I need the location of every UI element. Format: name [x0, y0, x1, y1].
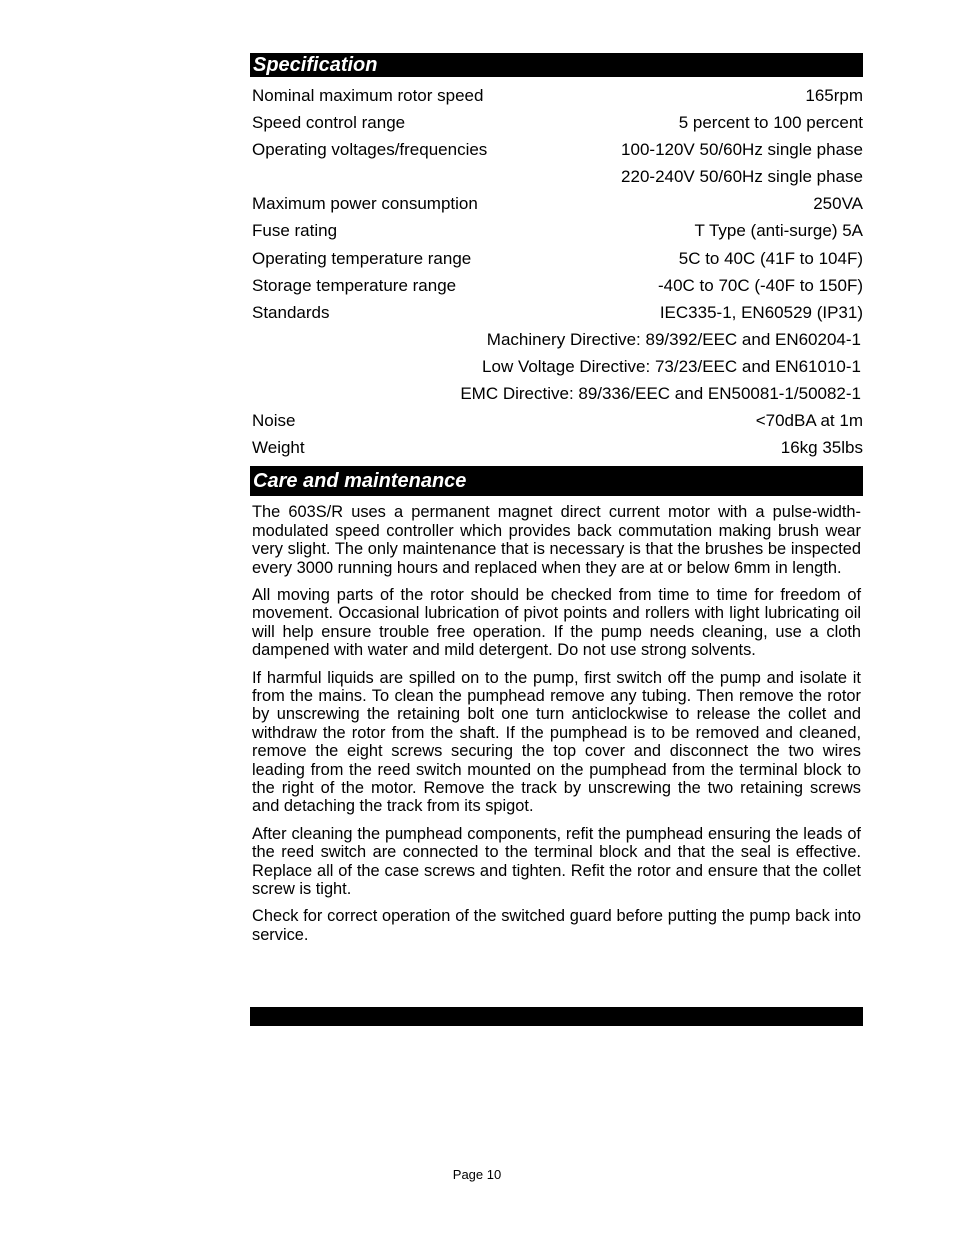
paragraph: Check for correct operation of the switched guard before putting the pump back into service. [252, 907, 861, 944]
spec-row [250, 326, 863, 353]
spec-label: Operating temperature range [252, 248, 472, 268]
spec-row [250, 217, 863, 244]
spec-label: Noise [252, 411, 296, 431]
spec-table [250, 82, 863, 461]
spec-value: IEC335-1, EN60529 (IP31) [659, 302, 863, 322]
spec-value: EMC Directive: 89/336/EEC and EN50081-1/50082-1 [460, 384, 861, 404]
spec-value: 220-240V 50/60Hz single phase [621, 167, 863, 187]
spec-row [250, 82, 863, 109]
spec-row [250, 136, 863, 163]
spec-label: Weight [252, 438, 305, 458]
spec-value: <70dBA at 1m [755, 411, 863, 431]
section-heading-specification: Specification [250, 53, 863, 77]
spec-value: 5C to 40C (41F to 104F) [678, 248, 863, 268]
spec-label [250, 163, 252, 190]
spec-value: 5 percent to 100 percent [678, 113, 863, 133]
spec-row [250, 245, 863, 272]
spec-row [250, 434, 863, 461]
paragraph: The 603S/R uses a permanent magnet direct current motor with a pulse-width-modulated speed controller which provides back commutation making brush wear very slight. The only maintenance that is necessary is that the brushes be inspected every 3000 running hours and replaced when they are at or below 6mm in length. [252, 503, 861, 577]
care-body [250, 503, 863, 944]
page-number: Page 10 [452, 1167, 502, 1182]
spec-row [250, 163, 863, 190]
spec-row [250, 380, 863, 407]
section-end-bar [250, 1007, 863, 1026]
spec-label: Storage temperature range [252, 275, 457, 295]
paragraph: After cleaning the pumphead components, refit the pumphead ensuring the leads of the reed switch are connected to the terminal block and that the seal is effective. Replace all of the case screws and tighten. Refit the rotor and ensure that the collet screw is tight. [252, 824, 861, 899]
spec-value: Machinery Directive: 89/392/EEC and EN60204-1 [486, 329, 861, 349]
spec-value: 100-120V 50/60Hz single phase [621, 140, 863, 160]
spec-row [250, 299, 863, 326]
paragraph: If harmful liquids are spilled on to the pump, first switch off the pump and isolate it from the mains. To clean the pumphead remove any tubing. Then remove the rotor by unscrewing the retaining bolt one turn anticlockwise to release the collet and withdraw the rotor from the shaft. If the pumphead is to be removed and cleaned, remove the eight screws securing the top cover and disconnect the two wires leading from the reed switch mounted on the pumphead from the terminal block to the right of the motor. Remove the track by unscrewing the two retaining screws and detaching the track from its spigot. [252, 668, 861, 816]
spec-label: Maximum power consumption [252, 194, 478, 214]
content-column [250, 53, 863, 953]
spec-label: Speed control range [252, 113, 406, 133]
spec-value: T Type (anti-surge) 5A [694, 221, 863, 241]
spec-row [250, 109, 863, 136]
spec-label: Operating voltages/frequencies [252, 140, 488, 160]
section-heading-care: Care and maintenance [250, 466, 863, 496]
spec-value: 165rpm [805, 86, 863, 105]
spec-row [250, 407, 863, 434]
spec-label: Fuse rating [252, 221, 338, 241]
spec-label: Standards [252, 302, 330, 322]
spec-value: 250VA [813, 194, 863, 214]
spec-row [250, 272, 863, 299]
spec-row [250, 353, 863, 380]
spec-value: Low Voltage Directive: 73/23/EEC and EN61010-1 [482, 356, 861, 376]
spec-label: Nominal maximum rotor speed [252, 86, 484, 105]
paragraph: All moving parts of the rotor should be checked from time to time for freedom of movement. Occasional lubrication of pivot points and rollers with light lubricating oil will help ensure trouble free operation. If the pump needs cleaning, use a cloth dampened with water and mild detergent. Do not use strong solvents. [252, 585, 861, 660]
spec-value: 16kg 35lbs [780, 438, 863, 458]
spec-value: -40C to 70C (-40F to 150F) [657, 275, 863, 295]
spec-row [250, 190, 863, 217]
